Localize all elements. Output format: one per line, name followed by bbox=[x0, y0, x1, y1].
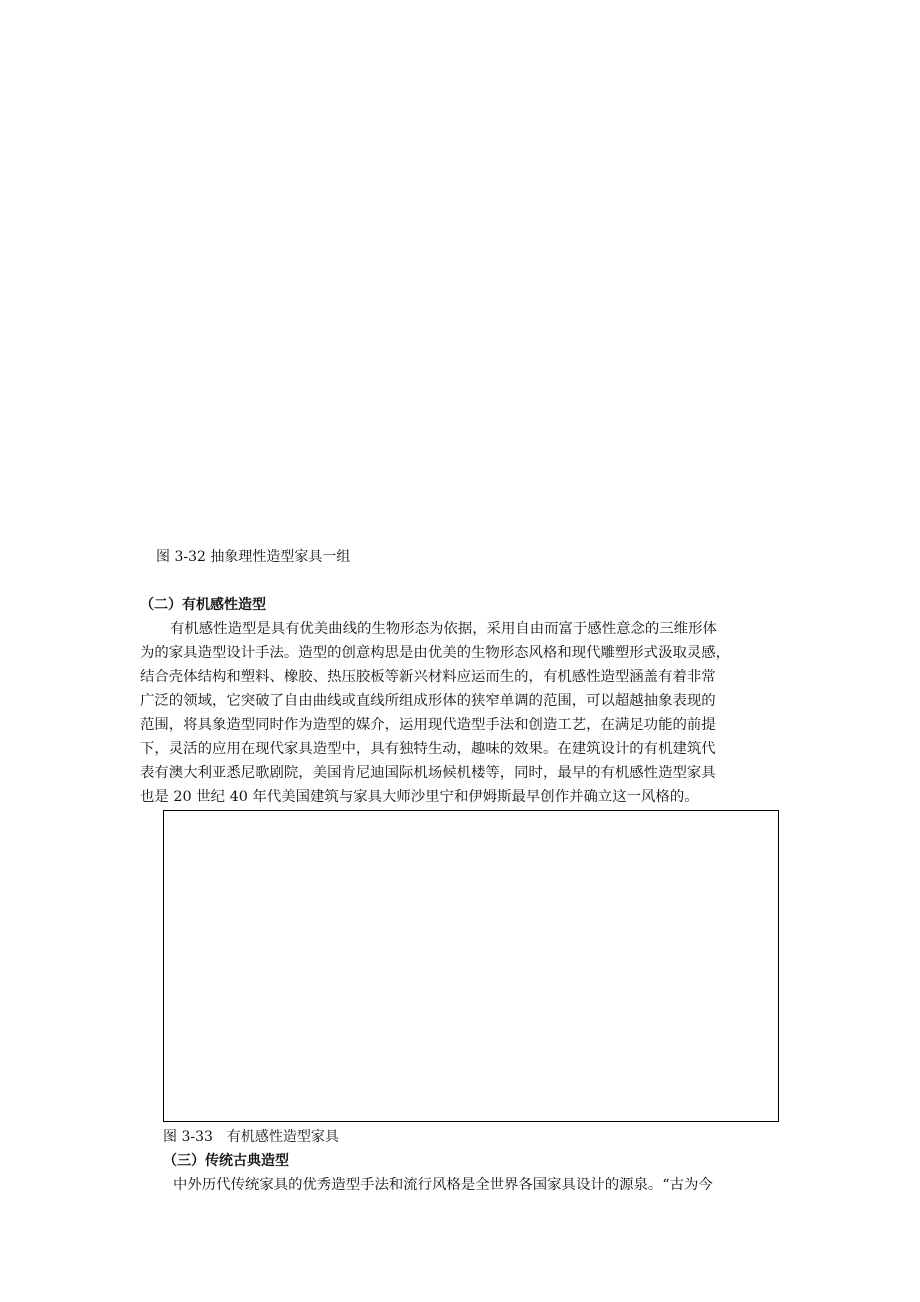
figure-image-frame bbox=[163, 810, 779, 1122]
paragraph-line: 下，灵活的应用在现代家具造型中，具有独特生动，趣味的效果。在建筑设计的有机建筑代 bbox=[140, 741, 716, 757]
paragraph-line: 表有澳大利亚悉尼歌剧院，美国肯尼迪国际机场候机楼等，同时，最早的有机感性造型家具 bbox=[140, 765, 716, 781]
paragraph-line: 范围，将具象造型同时作为造型的媒介，运用现代造型手法和创造工艺，在满足功能的前提 bbox=[140, 717, 716, 733]
paragraph-line: 广泛的领域，它突破了自由曲线或直线所组成形体的狭窄单调的范围，可以超越抽象表现的 bbox=[140, 693, 716, 709]
section-heading-organic: （二）有机感性造型 bbox=[140, 597, 266, 613]
paragraph-line: 为的家具造型设计手法。造型的创意构思是由优美的生物形态风格和现代雕塑形式汲取灵感， bbox=[140, 645, 731, 661]
section-heading-traditional: （三）传统古典造型 bbox=[163, 1153, 289, 1169]
figure-caption-3-32: 图 3-32 抽象理性造型家具一组 bbox=[156, 549, 351, 565]
figure-caption-3-33: 图 3-33 有机感性造型家具 bbox=[163, 1129, 339, 1145]
section-paragraph-organic bbox=[140, 617, 790, 809]
paragraph-line: 结合壳体结构和塑料、橡胶、热压胶板等新兴材料应运而生的，有机感性造型涵盖有着非常 bbox=[140, 669, 716, 685]
paragraph-line: 也是 20 世纪 40 年代美国建筑与家具大师沙里宁和伊姆斯最早创作并确立这一风格的。 bbox=[140, 789, 699, 805]
paragraph-line: 有机感性造型是具有优美曲线的生物形态为依据，采用自由而富于感性意念的三维形体 bbox=[170, 621, 717, 637]
section-paragraph-traditional: 中外历代传统家具的优秀造型手法和流行风格是全世界各国家具设计的源泉。“古为今 bbox=[173, 1177, 713, 1193]
